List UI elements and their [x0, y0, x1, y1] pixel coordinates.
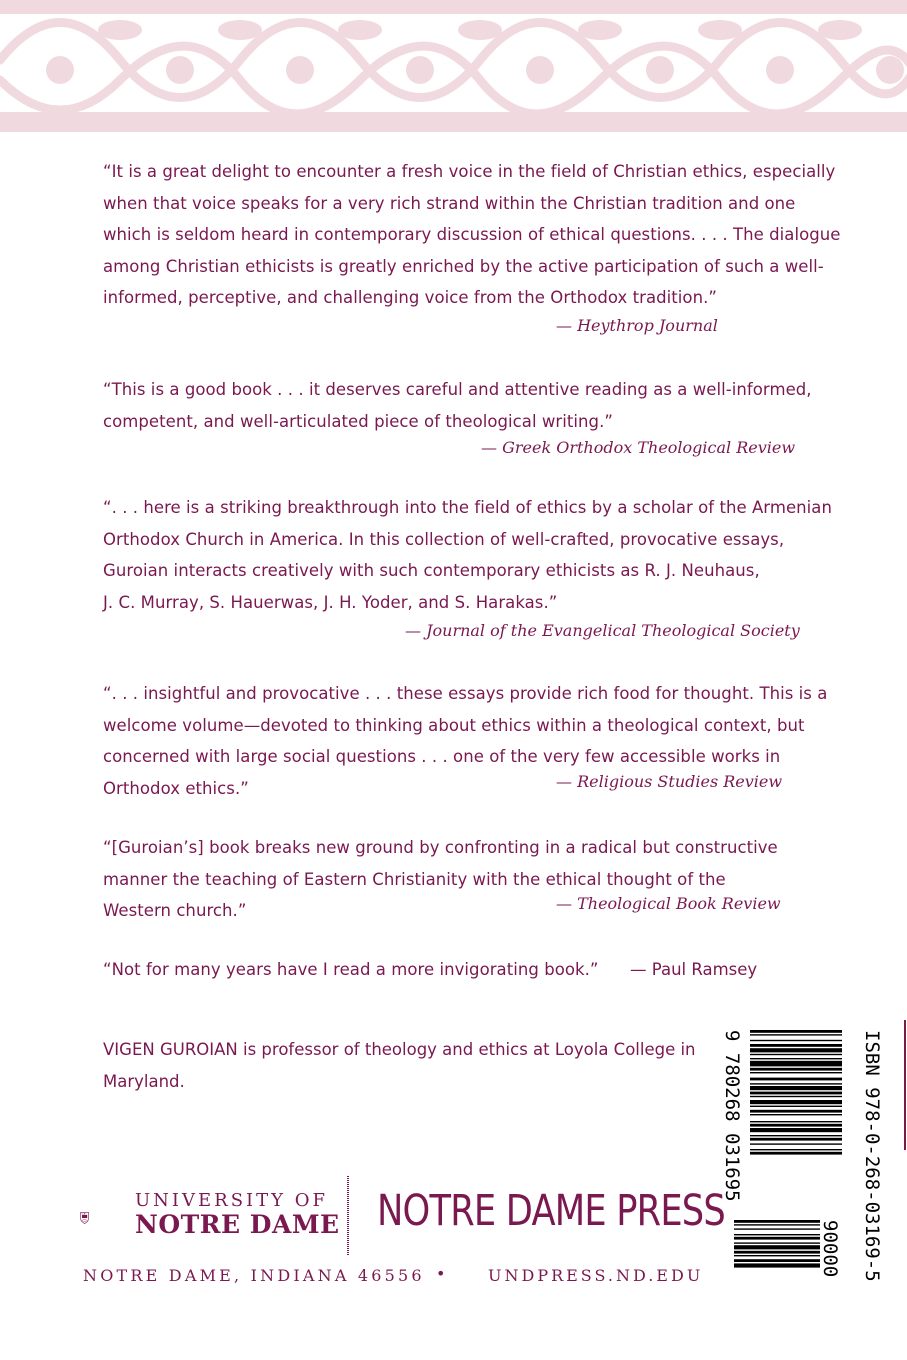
- barcode-bar: [734, 1228, 820, 1229]
- quote-line: which is seldom heard in contemporary discussion of ethical questions. . . . The dialogue: [103, 225, 841, 244]
- notre-dame-label: NOTRE DAME: [135, 1210, 340, 1239]
- review-quote-heythrop: [103, 156, 841, 314]
- quote-attribution: — Heythrop Journal: [556, 316, 718, 335]
- isbn-text: ISBN 978-0-268-03169-5: [861, 1030, 883, 1282]
- barcode-bar: [734, 1220, 820, 1223]
- barcode-bar: [734, 1234, 820, 1235]
- barcode-bar: [750, 1128, 842, 1132]
- barcode-bar: [734, 1259, 820, 1262]
- barcode-bar: [750, 1096, 842, 1097]
- press-address: NOTRE DAME, INDIANA 46556: [83, 1266, 425, 1285]
- barcode-bar: [750, 1048, 842, 1052]
- quote-line: Orthodox Church in America. In this collection of well-crafted, provocative essays,: [103, 529, 785, 549]
- quote-line: “. . . here is a striking breakthrough into the field of ethics by a scholar of the Armenian: [103, 498, 832, 517]
- barcode-bar: [750, 1121, 842, 1122]
- press-name: NOTRE DAME PRESS: [377, 1186, 725, 1236]
- quote-attribution: — Paul Ramsey: [630, 960, 758, 979]
- quote-attribution: — Greek Orthodox Theological Review: [481, 438, 796, 457]
- barcode-bar: [750, 1149, 842, 1150]
- barcode-bar: [734, 1237, 820, 1240]
- quote-line: “Not for many years have I read a more invigorating book.”: [103, 960, 599, 979]
- barcode-bar: [750, 1138, 842, 1141]
- barcode-bar: [750, 1061, 842, 1067]
- quote-line: welcome volume—devoted to thinking about ethics within a theological context, but: [103, 715, 805, 735]
- barcode-bar: [750, 1034, 842, 1035]
- barcode-bar: [750, 1054, 842, 1055]
- quote-line: J. C. Murray, S. Hauerwas, J. H. Yoder, and S. Harakas.”: [103, 592, 558, 612]
- isbn-barcode: [721, 1024, 883, 1288]
- quote-line: “It is a great delight to encounter a fresh voice in the field of Christian ethics, especially: [103, 162, 836, 181]
- bio-line: VIGEN GUROIAN is professor of theology and ethics at Loyola College in: [103, 1040, 696, 1059]
- quote-attribution: — Religious Studies Review: [556, 772, 783, 791]
- barcode-bar: [750, 1072, 842, 1073]
- barcode-bar: [750, 1092, 842, 1095]
- barcode-bar: [750, 1030, 842, 1033]
- university-label: UNIVERSITY OF: [135, 1190, 329, 1211]
- barcode-bar: [750, 1106, 842, 1107]
- footer-separator: •: [436, 1264, 446, 1283]
- review-quote-evangelical: [103, 492, 832, 618]
- barcode-bar: [750, 1083, 842, 1084]
- quote-attribution: — Theological Book Review: [556, 894, 781, 913]
- quote-line: “. . . insightful and provocative . . . these essays provide rich food for thought. This is a: [103, 684, 828, 703]
- quote-line: competent, and well-articulated piece of theological writing.”: [103, 411, 613, 431]
- barcode-number: 9 780268 031695: [721, 1030, 743, 1202]
- barcode-bar: [734, 1263, 820, 1267]
- quote-line: Orthodox ethics.”: [103, 778, 249, 798]
- press-website: UNDPRESS.ND.EDU: [488, 1266, 704, 1285]
- barcode-bar: [734, 1255, 820, 1256]
- bio-line: Maryland.: [103, 1071, 185, 1091]
- barcode-addon: 90000: [819, 1220, 841, 1278]
- barcode-bar: [750, 1086, 842, 1090]
- quote-line: when that voice speaks for a very rich strand within the Christian tradition and one: [103, 193, 796, 213]
- barcode-bar: [734, 1245, 820, 1249]
- barcode-bar: [750, 1058, 842, 1059]
- ornamental-border: [0, 0, 907, 132]
- barcode-bar: [734, 1224, 820, 1225]
- quote-attribution: — Journal of the Evangelical Theological Society: [405, 621, 800, 640]
- quote-line: “[Guroian’s] book breaks new ground by confronting in a radical but constructive: [103, 838, 778, 857]
- barcode-bar: [750, 1124, 842, 1127]
- barcode-bar: [750, 1078, 842, 1081]
- barcode-bar: [750, 1044, 842, 1047]
- quote-line: among Christian ethicists is greatly enriched by the active participation of such a well-: [103, 256, 824, 276]
- quote-line: Western church.”: [103, 901, 247, 920]
- review-quote-greek-orthodox: [103, 374, 818, 437]
- barcode-bar: [750, 1040, 842, 1041]
- quote-line: concerned with large social questions . . . one of the very few accessible works in: [103, 747, 781, 766]
- author-bio: [103, 1034, 703, 1097]
- barcode-bar: [750, 1114, 842, 1115]
- edge-rule: [904, 1020, 906, 1150]
- university-shield-icon: [80, 1188, 130, 1248]
- barcode-bar: [750, 1110, 842, 1113]
- quote-line: manner the teaching of Eastern Christianity with the ethical thought of the: [103, 869, 726, 889]
- barcode-bar: [734, 1242, 820, 1243]
- quote-line: “This is a good book . . . it deserves careful and attentive reading as a well-informed,: [103, 380, 812, 399]
- barcode-bar: [734, 1251, 820, 1254]
- quote-line: Guroian interacts creatively with such contemporary ethicists as R. J. Neuhaus,: [103, 561, 760, 580]
- barcode-bar: [750, 1135, 842, 1136]
- barcode-bar: [750, 1143, 842, 1144]
- barcode-bar: [750, 1152, 842, 1155]
- quote-line: informed, perceptive, and challenging voice from the Orthodox tradition.”: [103, 288, 717, 307]
- logo-divider: [345, 1176, 351, 1256]
- barcode-bar: [750, 1068, 842, 1071]
- barcode-bar: [750, 1100, 842, 1104]
